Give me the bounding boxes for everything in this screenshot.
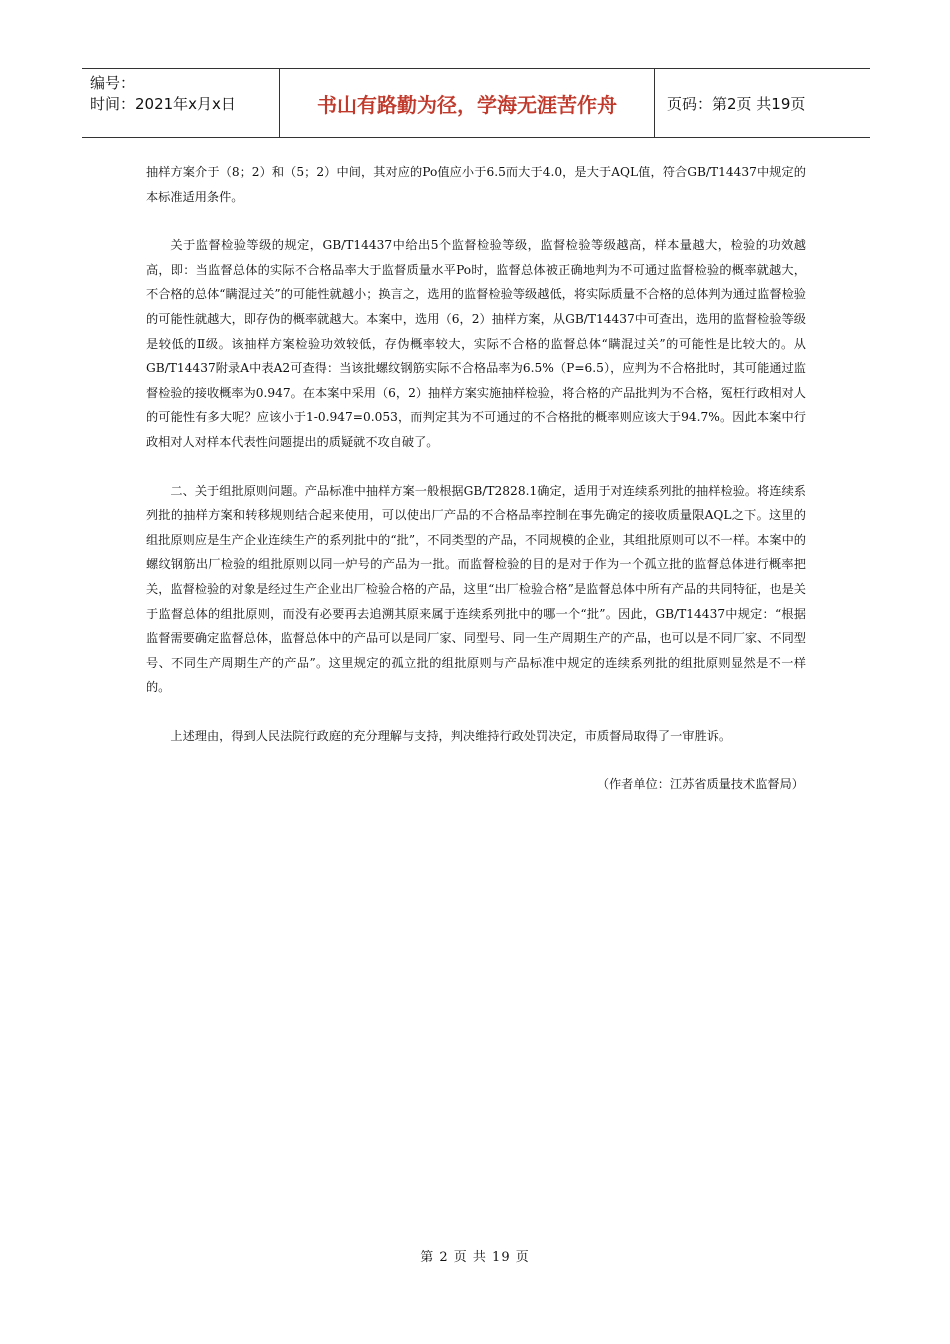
paragraph-conclusion: 上述理由，得到人民法院行政庭的充分理解与支持，判决维持行政处罚决定，市质督局取得了一审胜诉。: [170, 728, 732, 743]
paragraph-continuation: 抽样方案介于（8；2）和（5；2）中间，其对应的Po值应小于6.5而大于4.0，是大于AQL值，符合GB/T14437中规定的本标准适用条件。: [146, 165, 806, 204]
paragraph-batching-principle: 二、关于组批原则问题。产品标准中抽样方案一般根据GB/T2828.1确定，适用于对连续系列批的抽样检验。将连续系列批的抽样方案和转移规则结合起来使用，可以使出厂产品的不合格品率控制在事先确定的接收质量限AQL之下。这里的组批原则应是生产企业连续生产的系列批中的“批”，不同类型的产品，不同规模的企业，其组批原则可以不一样。本案中的螺纹钢筋出厂检验的组批原则以同一炉号的产品为一批。而监督检验的目的是对于作为一个孤立批的监督总体进行概率把关，监督检验的对象是经过生产企业出厂检验合格的产品，这里“出厂检验合格”是监督总体中所有产品的共同特征，也是关于监督总体的组批原则，而没有必要再去追溯其原来属于连续系列批中的哪一个“批”。因此，GB/T14437中规定：“根据监督需要确定监督总体，监督总体中的产品可以是同厂家、同型号、同一生产周期生产的产品，也可以是不同厂家、不同型号、不同生产周期生产的产品”。这里规定的孤立批的组批原则与产品标准中规定的连续系列批的组批原则显然是不一样的。: [146, 483, 806, 695]
header-meta: [82, 69, 280, 137]
author-affiliation: （作者单位：江苏省质量技术监督局）: [596, 777, 804, 792]
paragraph-inspection-level: 关于监督检验等级的规定，GB/T14437中给出5个监督检验等级，监督检验等级越高，样本量越大，检验的功效越高，即：当监督总体的实际不合格品率大于监督质量水平Po时，监督总体被正确地判为不可通过监督检验的概率就越大，不合格的总体“瞒混过关”的可能性就越小；换言之，选用的监督检验等级越低，将实际质量不合格的总体判为通过监督检验的可能性就越大，即存伪的概率就越大。本案中，选用（6，2）抽样方案，从GB/T14437中可查出，选用的监督检验等级是较低的Ⅱ级。该抽样方案检验功效较低，存伪概率较大，实际不合格的监督总体“瞒混过关”的可能性是比较大的。从GB/T14437附录A中表A2可查得：当该批螺纹钢筋实际不合格品率为6.5%（P=6.5），应判为不合格批时，其可能通过监督检验的接收概率为0.947。在本案中采用（6，2）抽样方案实施抽样检验，将合格的产品批判为不合格，冤枉行政相对人的可能性有多大呢？应该小于1-0.947=0.053，而判定其为不可通过的不合格批的概率则应该大于94.7%。因此本案中行政相对人对样本代表性问题提出的质疑就不攻自破了。: [146, 238, 806, 449]
document-date: 时间：2021年x月x日: [90, 95, 236, 113]
header-page-info: 页码：第2页 共19页: [667, 94, 806, 113]
document-number-label: 编号：: [90, 74, 136, 92]
page-header: [82, 68, 870, 138]
header-motto: 书山有路勤为径，学海无涯苦作舟: [280, 69, 655, 137]
page-footer: 第 2 页 共 19 页: [420, 1250, 530, 1265]
document-body: [146, 160, 806, 821]
